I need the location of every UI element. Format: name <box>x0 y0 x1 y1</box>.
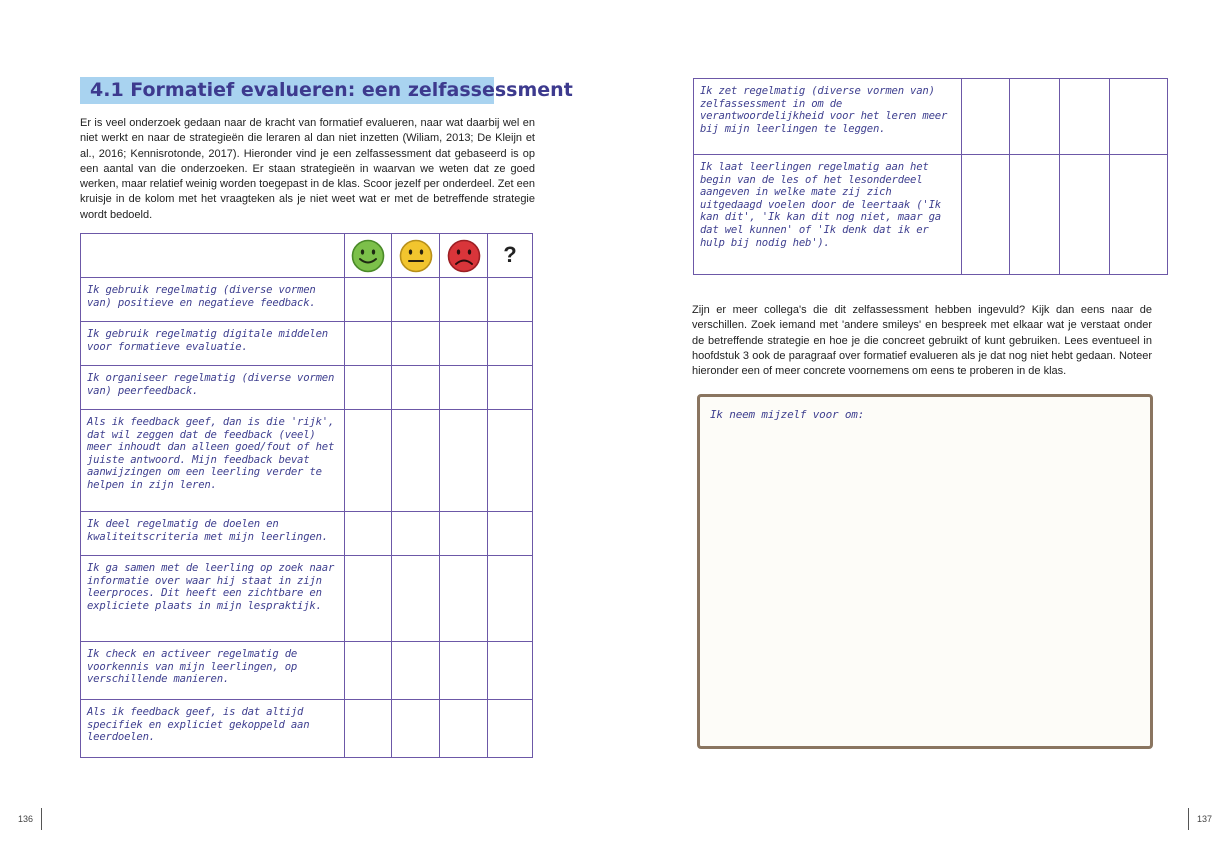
neutral-smiley-icon <box>399 239 433 273</box>
note-box-label: Ik neem mijzelf voor om: <box>710 408 865 421</box>
table-row <box>81 642 533 700</box>
score-cell-unknown[interactable] <box>488 366 533 410</box>
score-cell-happy[interactable] <box>345 410 392 512</box>
score-cell-happy[interactable] <box>345 700 392 758</box>
table-row <box>694 155 1168 275</box>
score-cell-sad[interactable] <box>1060 79 1110 155</box>
score-cell-happy[interactable] <box>345 642 392 700</box>
score-cell-sad[interactable] <box>440 410 488 512</box>
header-neutral-cell <box>392 234 440 278</box>
score-cell-happy[interactable] <box>962 79 1010 155</box>
self-assessment-table <box>80 233 533 758</box>
table-row <box>81 556 533 642</box>
score-cell-happy[interactable] <box>345 512 392 556</box>
resolution-note-box[interactable] <box>697 394 1153 749</box>
section-heading: 4.1 Formatief evalueren: een zelfassessment <box>80 77 494 104</box>
self-assessment-table-continued <box>693 78 1168 275</box>
score-cell-neutral[interactable] <box>392 322 440 366</box>
score-cell-happy[interactable] <box>345 278 392 322</box>
header-question-cell <box>488 234 533 278</box>
statement-text: Als ik feedback geef, is dat altijd specifiek en expliciet gekoppeld aan leerdoelen. <box>87 706 310 744</box>
table-row <box>694 79 1168 155</box>
score-cell-neutral[interactable] <box>392 512 440 556</box>
statement-text: Ik zet regelmatig (diverse vormen van) zelfassessment in om de verantwoordelijkheid voor het leren meer bij mijn leerlingen te leggen. <box>700 85 948 135</box>
score-cell-sad[interactable] <box>440 556 488 642</box>
table-row <box>81 700 533 758</box>
score-cell-neutral[interactable] <box>1010 79 1060 155</box>
statement-text: Als ik feedback geef, dan is die 'rijk', dat wil zeggen dat de feedback (veel) meer inhoudt dan alleen goed/fout of het juiste antwoord. Mijn feedback bevat aanwijzingen om een leerling verder te helpen in zijn leren. <box>87 416 335 491</box>
score-cell-unknown[interactable] <box>488 322 533 366</box>
statement-text: Ik deel regelmatig de doelen en kwaliteitscriteria met mijn leerlingen. <box>87 518 328 543</box>
table-row <box>81 322 533 366</box>
score-cell-neutral[interactable] <box>392 642 440 700</box>
table-row <box>81 366 533 410</box>
table-row <box>81 278 533 322</box>
score-cell-sad[interactable] <box>440 700 488 758</box>
table-header-row <box>81 234 533 278</box>
header-sad-cell <box>440 234 488 278</box>
score-cell-unknown[interactable] <box>488 278 533 322</box>
score-cell-neutral[interactable] <box>392 700 440 758</box>
score-cell-sad[interactable] <box>440 366 488 410</box>
score-cell-sad[interactable] <box>1060 155 1110 275</box>
score-cell-sad[interactable] <box>440 278 488 322</box>
score-cell-sad[interactable] <box>440 512 488 556</box>
score-cell-sad[interactable] <box>440 642 488 700</box>
statement-text: Ik gebruik regelmatig digitale middelen voor formatieve evaluatie. <box>87 328 328 353</box>
score-cell-unknown[interactable] <box>488 642 533 700</box>
intro-paragraph: Er is veel onderzoek gedaan naar de kracht van formatief evalueren, naar wat daarbij wel en niet werkt en naar de strategieën die leraren al dan niet inzetten (Wiliam, 2013; De Kleijn et al., 2016; Kennisrotonde, 2017). Hieronder vind je een zelfassessment dat gebaseerd is op een aantal van die onderzoeken. Er staan strategieën in waarvan we weten dat ze goed werken, maar relatief weinig worden toegepast in de klas. Scoor jezelf per onderdeel. Zet een kruisje in de kolom met het vraagteken als je niet weet wat er met de betreffende strategie wordt bedoeld. <box>80 117 535 221</box>
statement-text: Ik laat leerlingen regelmatig aan het begin van de les of het lesonderdeel aangeven in welke mate zij zich uitgedaagd voelen door de leertaak ('Ik kan dit', 'Ik kan dit nog niet, maar ga dat wel kunnen' of 'Ik denk dat ik er hulp bij nodig heb'). <box>700 161 941 249</box>
score-cell-neutral[interactable] <box>392 278 440 322</box>
statement-text: Ik gebruik regelmatig (diverse vormen van) positieve en negatieve feedback. <box>87 284 316 309</box>
score-cell-neutral[interactable] <box>1010 155 1060 275</box>
right-page <box>615 0 1230 850</box>
score-cell-unknown[interactable] <box>1110 155 1168 275</box>
happy-smiley-icon <box>351 239 385 273</box>
score-cell-unknown[interactable] <box>488 700 533 758</box>
question-mark: ? <box>503 242 517 267</box>
header-happy-cell <box>345 234 392 278</box>
score-cell-sad[interactable] <box>440 322 488 366</box>
collaboration-paragraph: Zijn er meer collega's die dit zelfassessment hebben ingevuld? Kijk dan eens naar de verschillen. Zoek iemand met 'andere smileys' en bespreek met elkaar wat je verstaat onder de betreffende strategie en hoe je die concreet gebruikt of kunt gebruiken. Lees eventueel in hoofdstuk 3 ook de paragraaf over formatief evalueren als je dat nog niet hebt gedaan. Noteer hieronder een of meer concrete voornemens om eens te proberen in de klas. <box>692 304 1152 378</box>
score-cell-happy[interactable] <box>962 155 1010 275</box>
score-cell-unknown[interactable] <box>488 410 533 512</box>
statement-text: Ik ga samen met de leerling op zoek naar informatie over waar hij staat in zijn leerproces. Dit heeft een zichtbare en expliciete plaats in mijn lespraktijk. <box>87 562 335 612</box>
statement-text: Ik check en activeer regelmatig de voorkennis van mijn leerlingen, op verschillende manieren. <box>87 648 298 686</box>
score-cell-happy[interactable] <box>345 366 392 410</box>
score-cell-happy[interactable] <box>345 556 392 642</box>
statement-text: Ik organiseer regelmatig (diverse vormen van) peerfeedback. <box>87 372 335 397</box>
table-row <box>81 410 533 512</box>
score-cell-neutral[interactable] <box>392 410 440 512</box>
page-number: 136 <box>18 808 42 830</box>
table-row <box>81 512 533 556</box>
score-cell-neutral[interactable] <box>392 556 440 642</box>
score-cell-neutral[interactable] <box>392 366 440 410</box>
score-cell-unknown[interactable] <box>1110 79 1168 155</box>
sad-smiley-icon <box>447 239 481 273</box>
score-cell-unknown[interactable] <box>488 556 533 642</box>
page-number: 137 <box>1188 808 1212 830</box>
score-cell-unknown[interactable] <box>488 512 533 556</box>
score-cell-happy[interactable] <box>345 322 392 366</box>
header-blank-cell <box>81 234 345 278</box>
